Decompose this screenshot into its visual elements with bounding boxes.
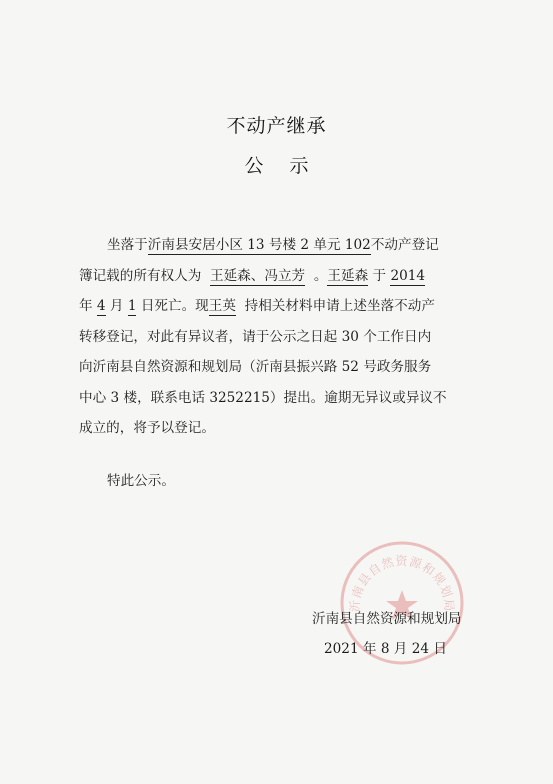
property-location: 沂南县安居小区 13 号楼 2 单元 102: [147, 237, 371, 253]
text-fragment: 日死亡。现: [140, 298, 209, 314]
death-day: 1: [127, 298, 137, 314]
applicant-name: 王英: [208, 298, 236, 314]
registered-owners: 王延森、冯立芳: [210, 267, 306, 284]
body-line-6: 中心 3 楼，联系电话 3252215）提出。逾期无异议或异议不: [79, 389, 447, 406]
closing-remark: 特此公示。: [107, 473, 175, 489]
document-title: 不动产继承: [226, 115, 327, 137]
text-fragment: 。: [313, 267, 328, 284]
issue-date: 2021 年 8 月 24 日: [324, 641, 447, 657]
seal-text: 沂南县自然资源和规划局: [347, 554, 457, 613]
body-line-4: 转移登记，对此有异议者，请于公示之日起 30 个工作日内: [79, 328, 432, 345]
body-line-2: [79, 261, 479, 292]
body-line-7: 成立的，将予以登记。: [79, 420, 215, 436]
body-line-3: [79, 291, 479, 322]
body-line-1: [79, 230, 479, 261]
deceased-name: 王延森: [327, 267, 369, 284]
death-year: 2014: [390, 267, 426, 284]
text-fragment: 于: [372, 267, 387, 284]
text-fragment: 不动产登记: [370, 237, 439, 253]
issuing-authority: 沂南县自然资源和规划局: [312, 611, 462, 627]
text-fragment: 坐落于: [107, 237, 148, 253]
text-fragment: 簿记载的所有权人为: [79, 267, 202, 284]
document-subtitle: 公示: [244, 155, 335, 177]
body-line-5: 向沂南县自然资源和规划局（沂南县振兴路 52 号政务服务: [79, 359, 432, 375]
death-month: 4: [96, 298, 106, 314]
notice-body: [79, 230, 479, 444]
text-fragment: 月: [109, 298, 124, 314]
text-fragment: 持相关材料申请上述坐落不动产: [244, 298, 435, 314]
text-fragment: 年: [79, 298, 93, 314]
